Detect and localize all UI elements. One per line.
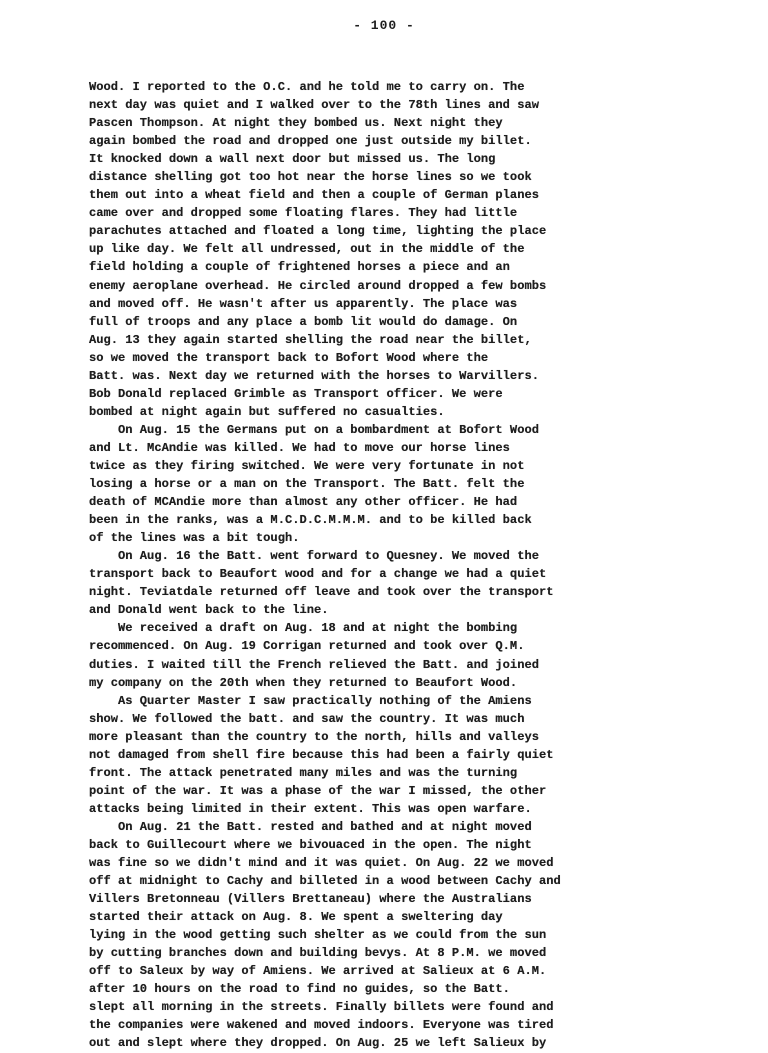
text-line: Pascen Thompson. At night they bombed us. Next night they — [89, 116, 503, 131]
text-line: up like day. We felt all undressed, out in the middle of the — [89, 242, 525, 257]
text-line: been in the ranks, was a M.C.D.C.M.M.M. and to be killed back — [89, 513, 532, 528]
text-line: out and slept where they dropped. On Aug. 25 we left Salieux by — [89, 1036, 547, 1051]
text-line: more pleasant than the country to the north, hills and valleys — [89, 729, 539, 744]
text-line: so we moved the transport back to Bofort Wood where the — [89, 350, 489, 365]
text-line: As Quarter Master I saw practically nothing of the Amiens — [89, 693, 532, 708]
text-line: Villers Bretonneau (Villers Brettaneau) where the Australians — [89, 892, 532, 907]
text-line: my company on the 20th when they returned to Beaufort Wood. — [89, 675, 518, 690]
text-line: twice as they firing switched. We were very fortunate in not — [89, 458, 525, 473]
text-line: them out into a wheat field and then a couple of German planes — [89, 188, 539, 203]
text-line: again bombed the road and dropped one just outside my billet. — [89, 134, 532, 149]
text-line: and Donald went back to the line. — [89, 603, 329, 618]
text-line: next day was quiet and I walked over to the 78th lines and saw — [89, 98, 539, 113]
text-line: losing a horse or a man on the Transport. The Batt. felt the — [89, 477, 525, 492]
text-line: full of troops and any place a bomb lit would do damage. On — [89, 314, 518, 329]
text-line: Wood. I reported to the O.C. and he told me to carry on. The — [89, 80, 525, 94]
document-body — [89, 78, 699, 1053]
text-line: after 10 hours on the road to find no guides, so the Batt. — [89, 982, 510, 997]
text-line: distance shelling got too hot near the horse lines so we took — [89, 170, 532, 185]
text-line: lying in the wood getting such shelter as we could from the sun — [89, 928, 547, 943]
text-line: off at midnight to Cachy and billeted in a wood between Cachy and — [89, 874, 561, 889]
text-line: came over and dropped some floating flares. They had little — [89, 206, 518, 221]
text-line: transport back to Beaufort wood and for a change we had a quiet — [89, 567, 547, 582]
page-number: - 100 - — [353, 18, 415, 33]
text-line: slept all morning in the streets. Finally billets were found and — [89, 1000, 554, 1015]
text-line: by cutting branches down and building bevys. At 8 P.M. we moved — [89, 946, 547, 961]
text-line: off to Saleux by way of Amiens. We arrived at Salieux at 6 A.M. — [89, 964, 547, 979]
text-line: It knocked down a wall next door but missed us. The long — [89, 152, 496, 167]
text-line: night. Teviatdale returned off leave and took over the transport — [89, 585, 554, 600]
text-line: and moved off. He wasn't after us apparently. The place was — [89, 296, 518, 311]
text-line: and Lt. McAndie was killed. We had to move our horse lines — [89, 440, 510, 455]
text-line: Batt. was. Next day we returned with the horses to Warvillers. — [89, 368, 539, 383]
text-line: front. The attack penetrated many miles and was the turning — [89, 765, 518, 780]
text-line: the companies were wakened and moved indoors. Everyone was tired — [89, 1018, 554, 1033]
text-line: started their attack on Aug. 8. We spent a sweltering day — [89, 910, 503, 925]
text-line: attacks being limited in their extent. This was open warfare. — [89, 801, 532, 816]
text-line: We received a draft on Aug. 18 and at night the bombing — [89, 621, 518, 636]
text-line: On Aug. 15 the Germans put on a bombardment at Bofort Wood — [89, 422, 539, 437]
text-line: On Aug. 21 the Batt. rested and bathed and at night moved — [89, 819, 532, 834]
text-line: Aug. 13 they again started shelling the road near the billet, — [89, 332, 532, 347]
text-line: parachutes attached and floated a long time, lighting the place — [89, 224, 547, 239]
text-line: On Aug. 16 the Batt. went forward to Quesney. We moved the — [89, 549, 539, 564]
text-line: of the lines was a bit tough. — [89, 531, 300, 546]
text-line: death of MCAndie more than almost any other officer. He had — [89, 495, 518, 510]
text-line: was fine so we didn't mind and it was quiet. On Aug. 22 we moved — [89, 856, 554, 871]
text-line: Bob Donald replaced Grimble as Transport officer. We were — [89, 386, 503, 401]
text-line: duties. I waited till the French relieved the Batt. and joined — [89, 657, 539, 672]
text-line: enemy aeroplane overhead. He circled around dropped a few bombs — [89, 278, 547, 293]
text-line: point of the war. It was a phase of the war I missed, the other — [89, 783, 547, 798]
text-line: show. We followed the batt. and saw the country. It was much — [89, 711, 525, 726]
text-line: recommenced. On Aug. 19 Corrigan returned and took over Q.M. — [89, 639, 525, 654]
text-line: field holding a couple of frightened horses a piece and an — [89, 260, 510, 275]
text-line: not damaged from shell fire because this had been a fairly quiet — [89, 747, 554, 762]
text-line: back to Guillecourt where we bivouaced in the open. The night — [89, 837, 532, 852]
text-line: bombed at night again but suffered no casualties. — [89, 404, 445, 419]
